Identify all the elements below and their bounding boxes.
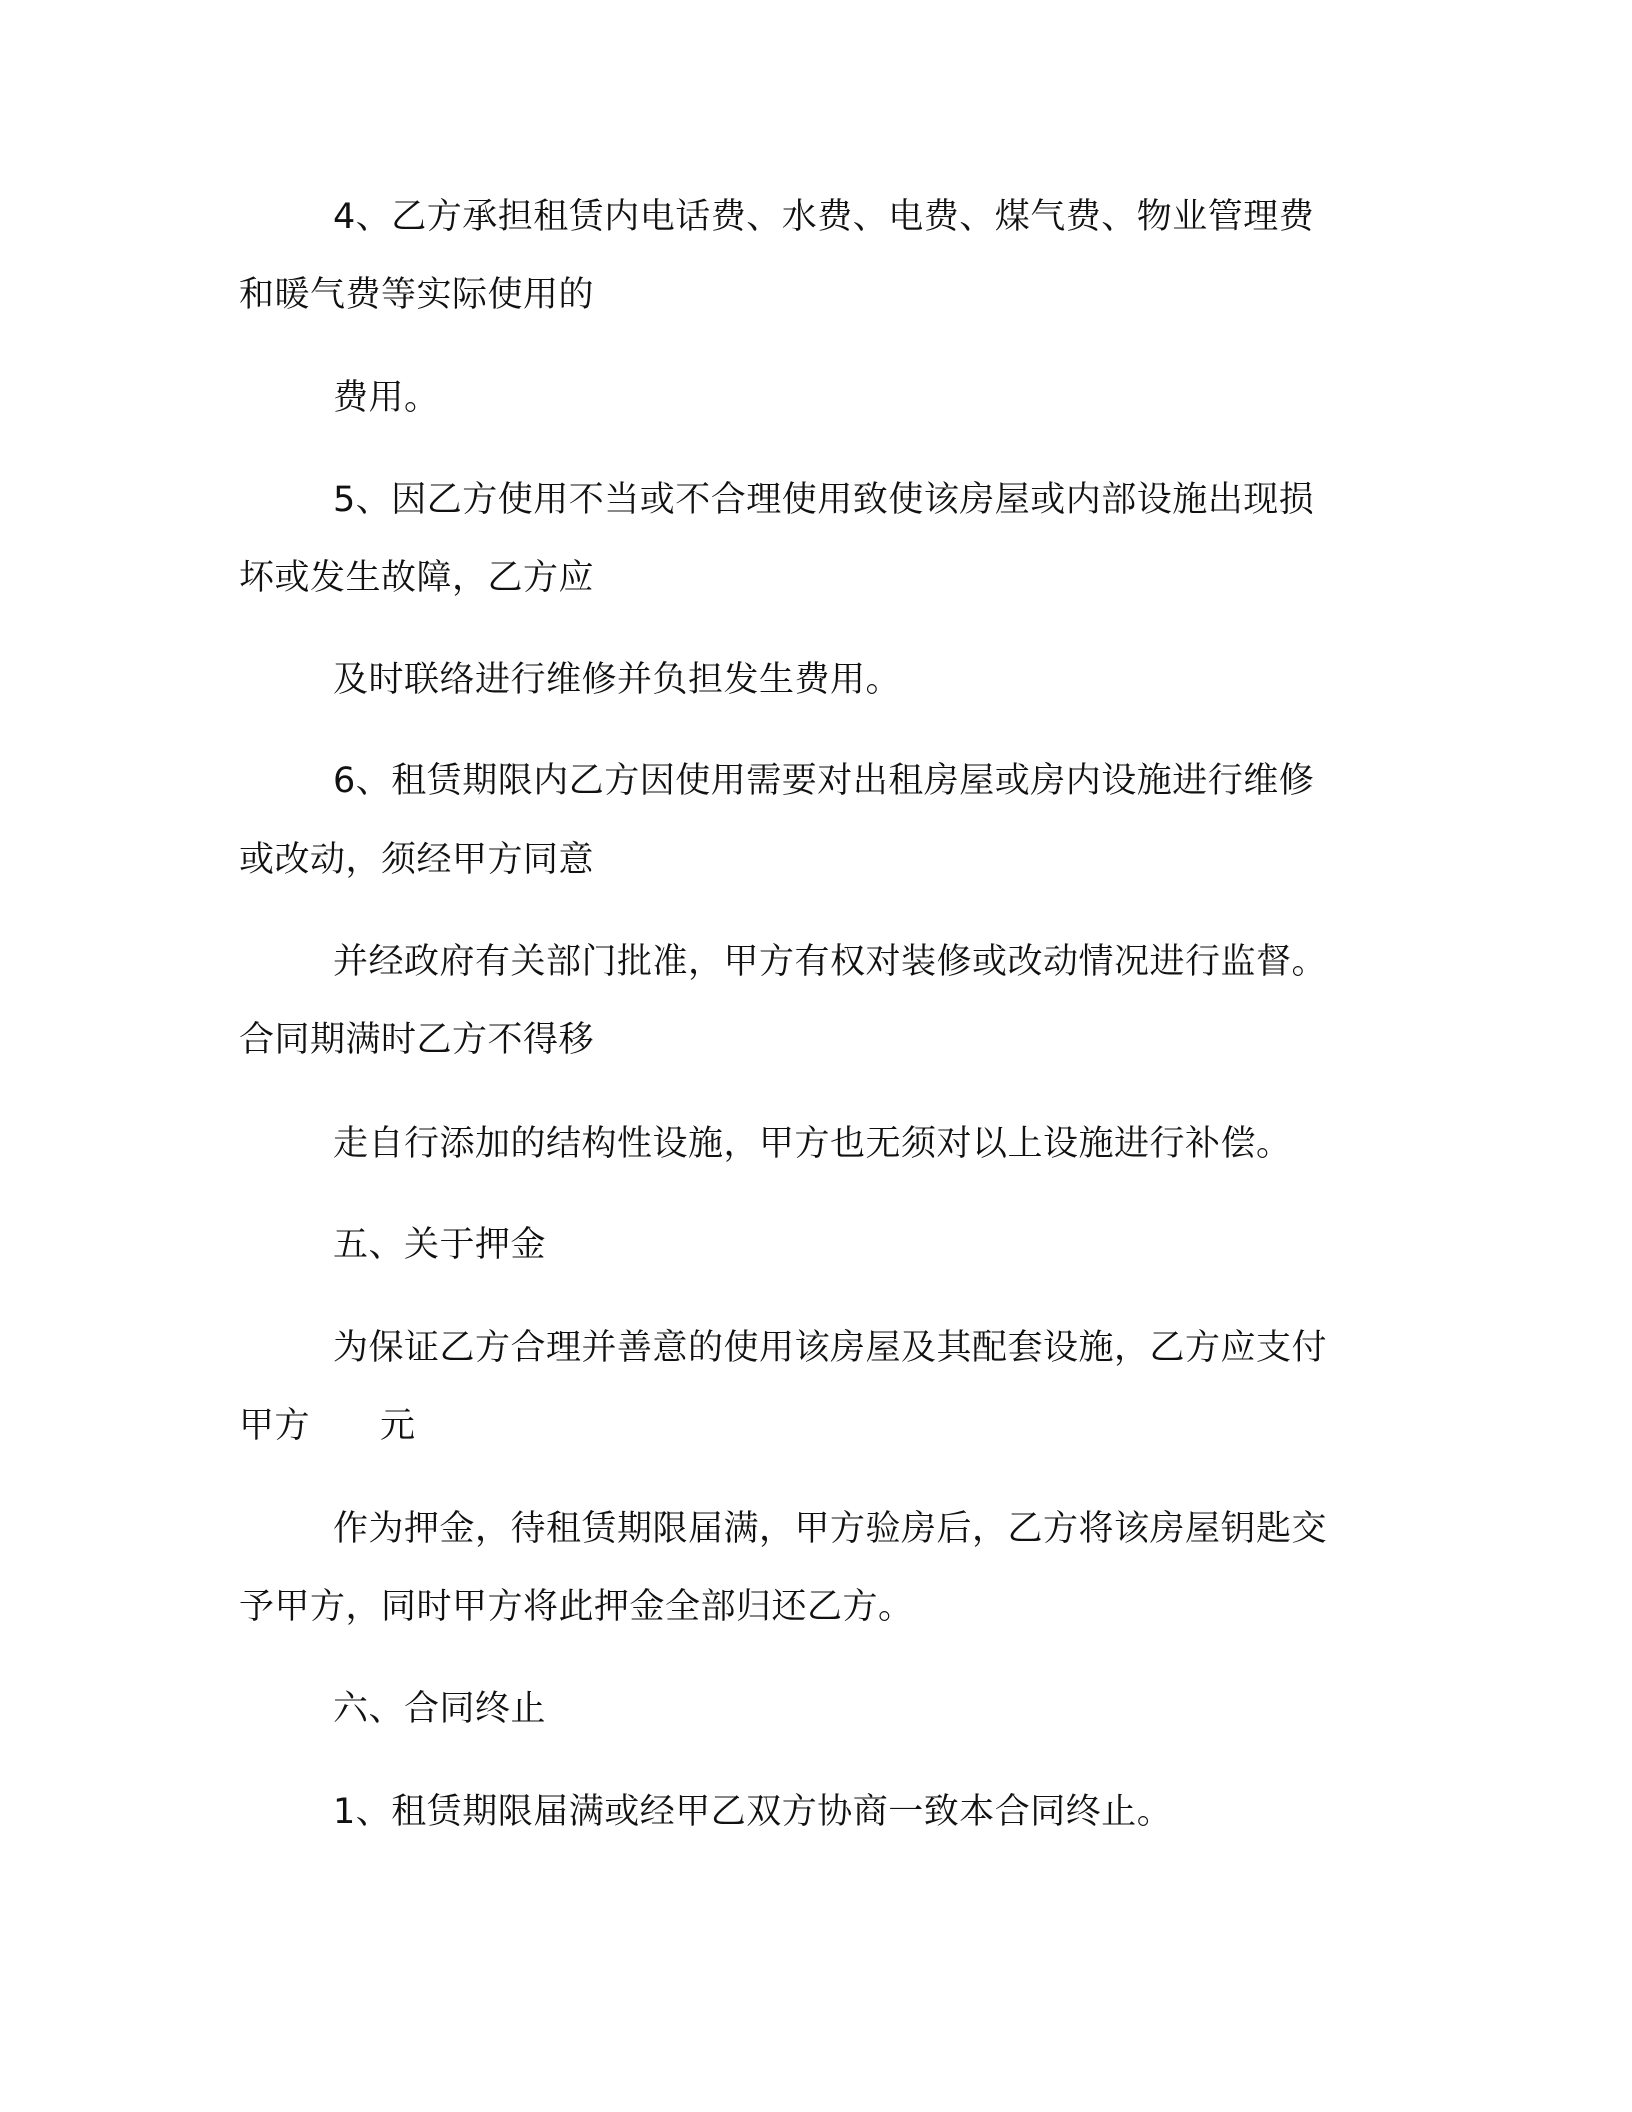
termination-clause-1: 1、租赁期限届满或经甲乙双方协商一致本合同终止。 xyxy=(333,1792,1173,1832)
deposit-line-3: 作为押金，待租赁期限届满，甲方验房后，乙方将该房屋钥匙交 xyxy=(333,1509,1328,1549)
section-6-heading: 六、合同终止 xyxy=(333,1689,547,1729)
deposit-line-4: 予甲方，同时甲方将此押金全部归还乙方。 xyxy=(239,1587,914,1627)
clause-6-line-5: 走自行添加的结构性设施，甲方也无须对以上设施进行补偿。 xyxy=(333,1124,1292,1164)
section-5-heading: 五、关于押金 xyxy=(333,1225,547,1265)
clause-4-line-2: 和暖气费等实际使用的 xyxy=(239,275,595,315)
clause-6-line-1: 6、租赁期限内乙方因使用需要对出租房屋或房内设施进行维修 xyxy=(333,761,1315,801)
clause-5-line-2: 坏或发生故障，乙方应 xyxy=(239,558,595,598)
clause-6-line-3: 并经政府有关部门批准，甲方有权对装修或改动情况进行监督。 xyxy=(333,942,1328,982)
deposit-line-2 xyxy=(239,1403,416,1449)
clause-6-line-4: 合同期满时乙方不得移 xyxy=(239,1020,595,1060)
clause-5-line-1: 5、因乙方使用不当或不合理使用致使该房屋或内部设施出现损 xyxy=(333,480,1315,520)
clause-5-line-3: 及时联络进行维修并负担发生费用。 xyxy=(333,660,902,700)
deposit-payee: 甲方 xyxy=(239,1406,311,1446)
clause-4-line-3: 费用。 xyxy=(333,378,440,418)
clause-6-line-2: 或改动，须经甲方同意 xyxy=(239,840,595,880)
deposit-unit: 元 xyxy=(380,1406,416,1446)
clause-4-line-1: 4、乙方承担租赁内电话费、水费、电费、煤气费、物业管理费 xyxy=(333,197,1315,237)
deposit-line-1: 为保证乙方合理并善意的使用该房屋及其配套设施，乙方应支付 xyxy=(333,1328,1328,1368)
